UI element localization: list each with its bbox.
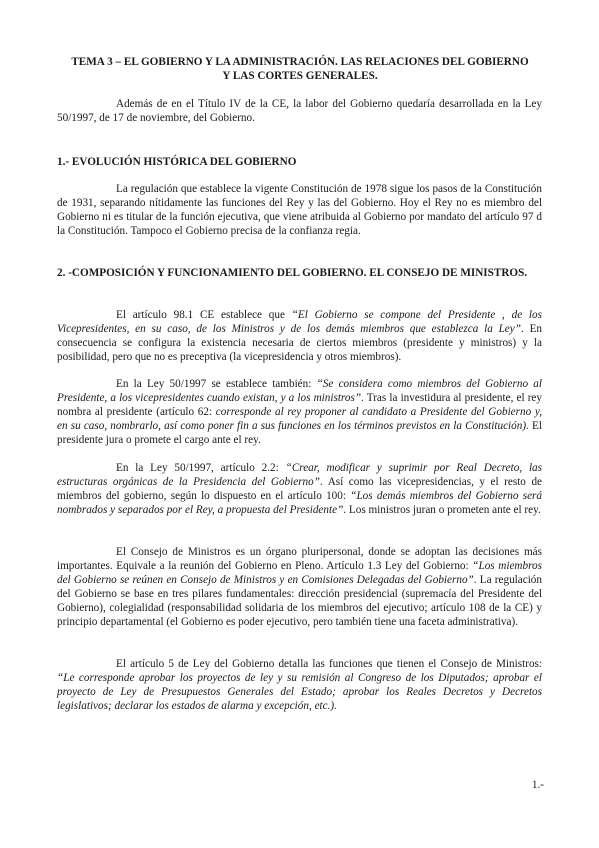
section-2-paragraph-1: [57, 308, 542, 364]
section-2-heading: 2. -COMPOSICIÓN Y FUNCIONAMIENTO DEL GOBIERNO. EL CONSEJO DE MINISTROS.: [57, 267, 528, 279]
p2-text-e: El presidente jura o promete el cargo ante el rey.: [57, 420, 542, 446]
intro-paragraph: [57, 97, 542, 125]
p3-quote: “Crear, modificar y suprimir por Real Decreto, las estructuras orgánicas de la Presidencia del Gobierno”: [57, 462, 542, 488]
p3-text-e: . Los ministros juran o prometen ante el rey.: [343, 504, 541, 516]
section-1-paragraph: [57, 182, 542, 238]
section-2-paragraph-2: [57, 377, 542, 447]
p3-quote-2: “Los demás miembros del Gobierno será nombrados y separados por el Rey, a propuesta del Presidente”: [57, 490, 542, 516]
p4-text-c: . La regulación del Gobierno se base en tres pilares fundamentales: dirección presidencial (supremacía del Presidente del Gobierno), colegialidad (responsabilidad solidaria de los miembros del ejecutivo; artículo 108 de la CE) y principio departamental (el Gobierno es poder ejecutivo, pero también tiene una faceta administrativa).: [57, 574, 542, 628]
p5-quote: “Le corresponde aprobar los proyectos de ley y su remisión al Congreso de los Diputados; aprobar el proyecto de Ley de Presupuestos Generales del Estado; aprobar los Reales Decretos y Decretos legislativos; declarar los estados de alarma y excepción, etc.).: [57, 672, 542, 712]
intro-text: Además de en el Título IV de la CE, la labor del Gobierno quedaría desarrollada en la Ley 50/1997, de 17 de noviembre, del Gobierno.: [57, 98, 542, 124]
p1-quote: “El Gobierno se compone del Presidente , de los Vicepresidentes, en su caso, de los Ministros y de los demás miembros que establezca la Ley”: [57, 309, 542, 335]
p3-text-c: . Así como las vicepresidencias, y el resto de miembros del gobierno, según lo dispuesto en el artículo 100:: [57, 476, 543, 502]
section-2-paragraph-3: [57, 461, 542, 517]
section-1-heading: 1.- EVOLUCIÓN HISTÓRICA DEL GOBIERNO: [57, 156, 297, 168]
p1-text-a: El artículo 98.1 CE establece que: [116, 309, 292, 321]
p2-quote: “Se considera como miembros del Gobierno al Presidente, a los vicepresidentes cuando existan, y a los ministros”: [57, 378, 542, 404]
document-title: TEMA 3 – EL GOBIERNO Y LA ADMINISTRACIÓN. LAS RELACIONES DEL GOBIERNO Y LAS CORTES GENERALES.: [71, 56, 529, 82]
p4-text-a: El Consejo de Ministros es un órgano pluripersonal, donde se adoptan las decisiones más importantes. Equivale a la reunión del Gobierno en Pleno. Artículo 1.3 Ley del Gobierno:: [57, 546, 542, 572]
p1-text-c: . En consecuencia se configura la existencia necesaria de ciertos miembros (presidente y ministros) y la posibilidad, pero que no es preceptiva (la vicepresidencia y otros miembros).: [57, 323, 542, 363]
section-2-paragraph-5: [57, 657, 542, 713]
page-number: 1.-: [531, 779, 544, 791]
p3-text-a: En la Ley 50/1997, artículo 2.2:: [116, 462, 286, 474]
p4-quote: “Los miembros del Gobierno se reúnen en Consejo de Ministros y en Comisiones Delegadas del Gobierno”: [57, 560, 542, 586]
section-2-paragraph-4: [57, 545, 542, 629]
p5-text-a: El artículo 5 de Ley del Gobierno detalla las funciones que tienen el Consejo de Ministros:: [116, 658, 542, 670]
p2-quote-2: corresponde al rey proponer al candidato a Presidente del Gobierno y, en su caso, nombrarlo, así como poner fin a sus funciones en los términos previstos en la Constitución).: [57, 406, 543, 432]
p2-text-c: . Tras la investidura al presidente, el rey nombra al presidente (artículo 62:: [57, 392, 542, 418]
section-1-text: La regulación que establece la vigente Constitución de 1978 sigue los pasos de la Constitución de 1931, separando nítidamente las funciones del Rey y las del Gobierno. Hoy el Rey no es miembro del Gobierno ni es titular de la función ejecutiva, que viene atribuida al Gobierno por mandato del artículo 97 d la Constitución. Tampoco el Gobierno precisa de la confianza regia.: [57, 183, 542, 237]
p2-text-a: En la Ley 50/1997 se establece también:: [116, 378, 317, 390]
